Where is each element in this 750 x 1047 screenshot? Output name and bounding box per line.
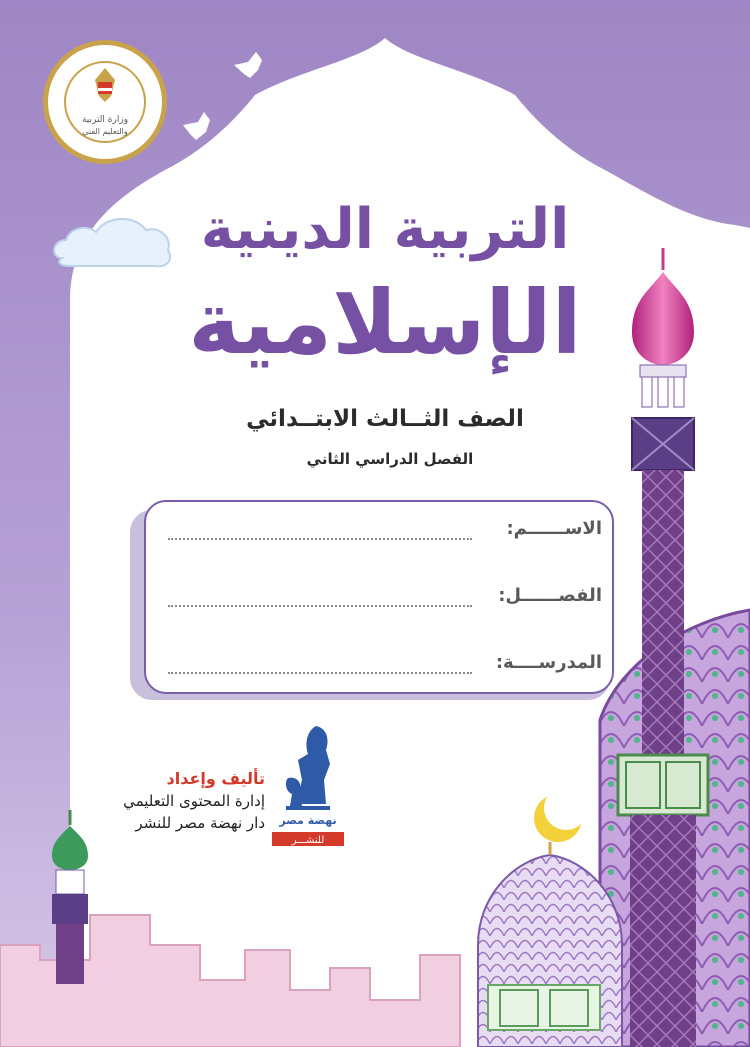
book-title-line-1: التربية الدينية <box>200 197 570 262</box>
svg-text:وزارة التربية: وزارة التربية <box>81 115 129 125</box>
term-label: الفصل الدراسي الثاني <box>306 450 474 468</box>
crescent-icon <box>534 786 588 842</box>
school-label: المدرســــة: <box>495 652 602 673</box>
publisher-logo-name: نهضة مصر <box>279 814 337 827</box>
book-title-line-2: الإسلامية <box>188 271 582 374</box>
authoring-line-1: إدارة المحتوى التعليمي <box>123 792 265 810</box>
minaret-icon <box>52 810 88 984</box>
svg-text:والتعليم الفني: والتعليم الفني <box>82 127 128 136</box>
publisher-logo-tag: للنشـــر <box>291 835 325 846</box>
class-label: الفصــــــل: <box>498 585 602 606</box>
grade-label: الصف الثــالث الابتــدائي <box>246 406 524 432</box>
authoring-line-2: دار نهضة مصر للنشر <box>135 814 265 832</box>
authoring-heading: تأليف وإعداد <box>166 769 265 788</box>
name-label: الاســــــم: <box>506 518 602 539</box>
